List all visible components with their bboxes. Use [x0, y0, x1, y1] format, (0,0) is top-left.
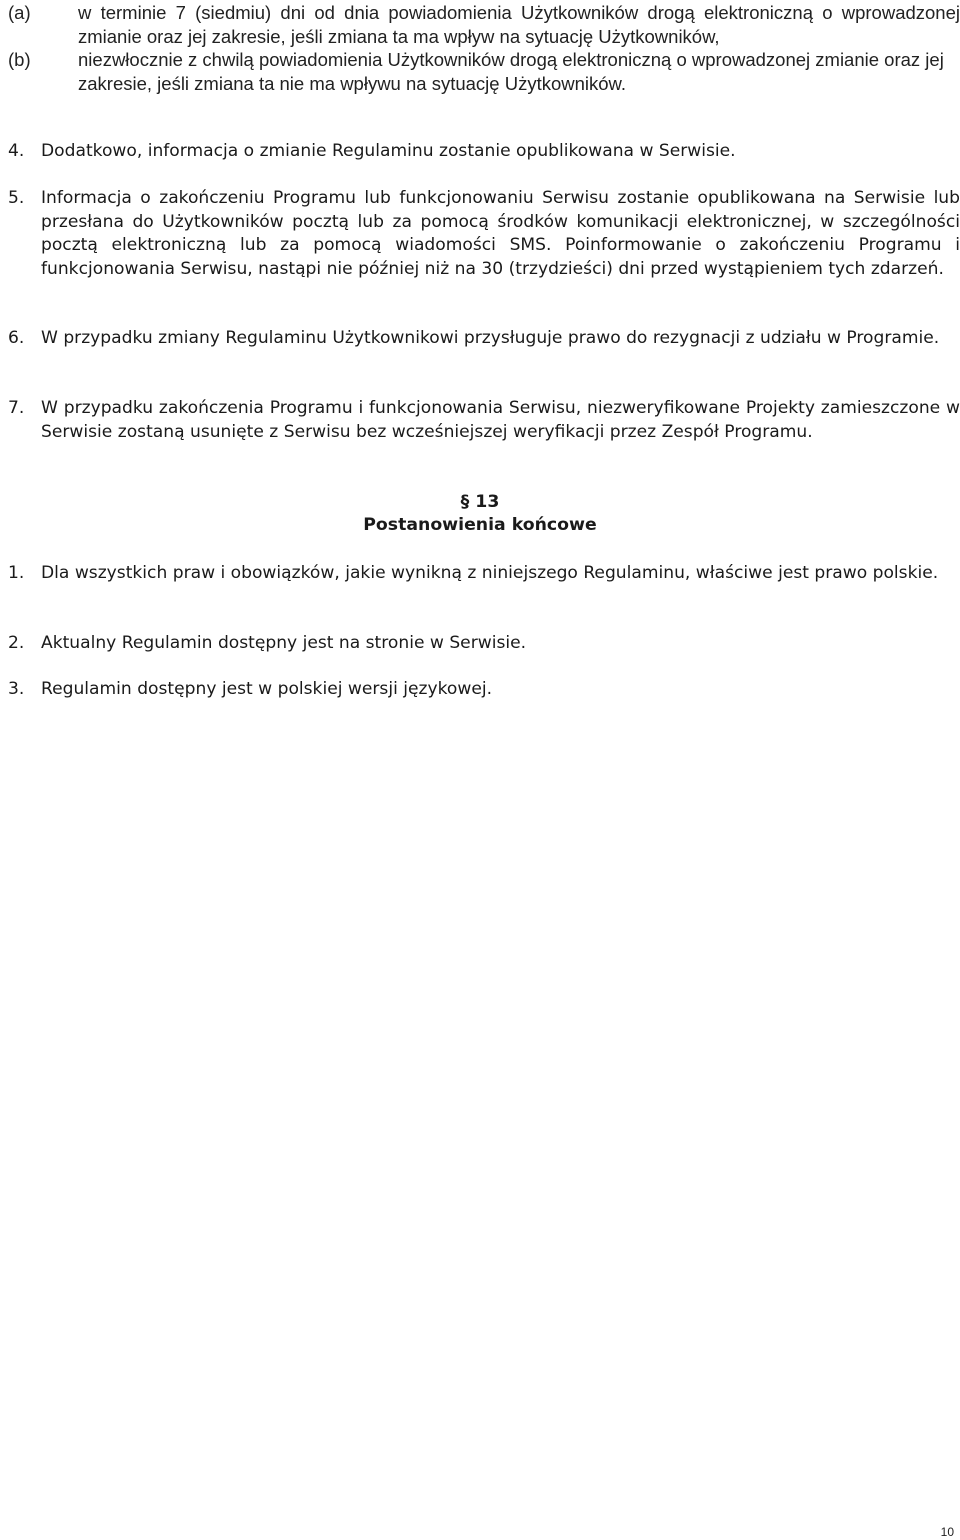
paragraph-text: Regulamin dostępny jest w polskiej wersji językowej.	[41, 679, 493, 699]
paragraph-text: W przypadku zakończenia Programu i funkcjonowania Serwisu, niezweryfikowane Projekty zamieszczone w Serwisie zostaną usunięte z Serwisu bez wcześniejszej weryfikacji przez Zespół Programu.	[41, 398, 960, 442]
paragraph-number: 5.	[8, 188, 25, 208]
paragraph-number: 1.	[8, 563, 25, 583]
final-paragraph-2	[8, 632, 960, 656]
paragraph-4	[8, 140, 960, 164]
paragraph-7	[8, 397, 960, 444]
sub-item-b	[8, 48, 960, 95]
paragraph-text: W przypadku zmiany Regulaminu Użytkownikowi przysługuje prawo do rezygnacji z udziału w Programie.	[41, 328, 940, 348]
sub-item-text: w terminie 7 (siedmiu) dni od dnia powiadomienia Użytkowników drogą elektroniczną o wprowadzonej zmianie oraz jej zakresie, jeśli zmiana ta ma wpływ na sytuację Użytkowników,	[78, 2, 960, 47]
sub-item-a	[8, 1, 960, 48]
paragraph-number: 6.	[8, 328, 25, 348]
paragraph-text: Dodatkowo, informacja o zmianie Regulaminu zostanie opublikowana w Serwisie.	[41, 141, 736, 161]
page-number: 10	[940, 1525, 954, 1539]
sub-item-list	[8, 1, 960, 95]
sub-item-marker: (a)	[8, 2, 31, 23]
paragraph-number: 3.	[8, 679, 25, 699]
paragraph-number: 4.	[8, 141, 25, 161]
sub-item-text: niezwłocznie z chwilą powiadomienia Użytkowników drogą elektroniczną o wprowadzonej zmianie oraz jej zakresie, jeśli zmiana ta nie ma wpływu na sytuację Użytkowników.	[78, 49, 944, 94]
section-number: § 13	[460, 492, 500, 512]
sub-item-marker: (b)	[8, 49, 31, 70]
paragraph-number: 7.	[8, 398, 25, 418]
paragraph-text: Aktualny Regulamin dostępny jest na stronie w Serwisie.	[41, 633, 527, 653]
paragraph-text: Dla wszystkich praw i obowiązków, jakie wynikną z niniejszego Regulaminu, właściwe jest prawo polskie.	[41, 563, 939, 583]
paragraph-6	[8, 327, 960, 351]
section-title: Postanowienia końcowe	[363, 515, 597, 535]
final-paragraph-1	[8, 562, 960, 586]
final-paragraph-3	[8, 678, 960, 702]
paragraph-5	[8, 187, 960, 281]
paragraph-number: 2.	[8, 633, 25, 653]
paragraph-text: Informacja o zakończeniu Programu lub funkcjonowaniu Serwisu zostanie opublikowana na Serwisie lub przesłana do Użytkowników pocztą lub za pomocą środków komunikacji elektronicznej, w szczególności pocztą elektroniczną lub za pomocą wiadomości SMS. Poinformowanie o zakończeniu Programu i funkcjonowania Serwisu, nastąpi nie później niż na 30 (trzydzieści) dni przed wystąpieniem tych zdarzeń.	[41, 188, 960, 279]
